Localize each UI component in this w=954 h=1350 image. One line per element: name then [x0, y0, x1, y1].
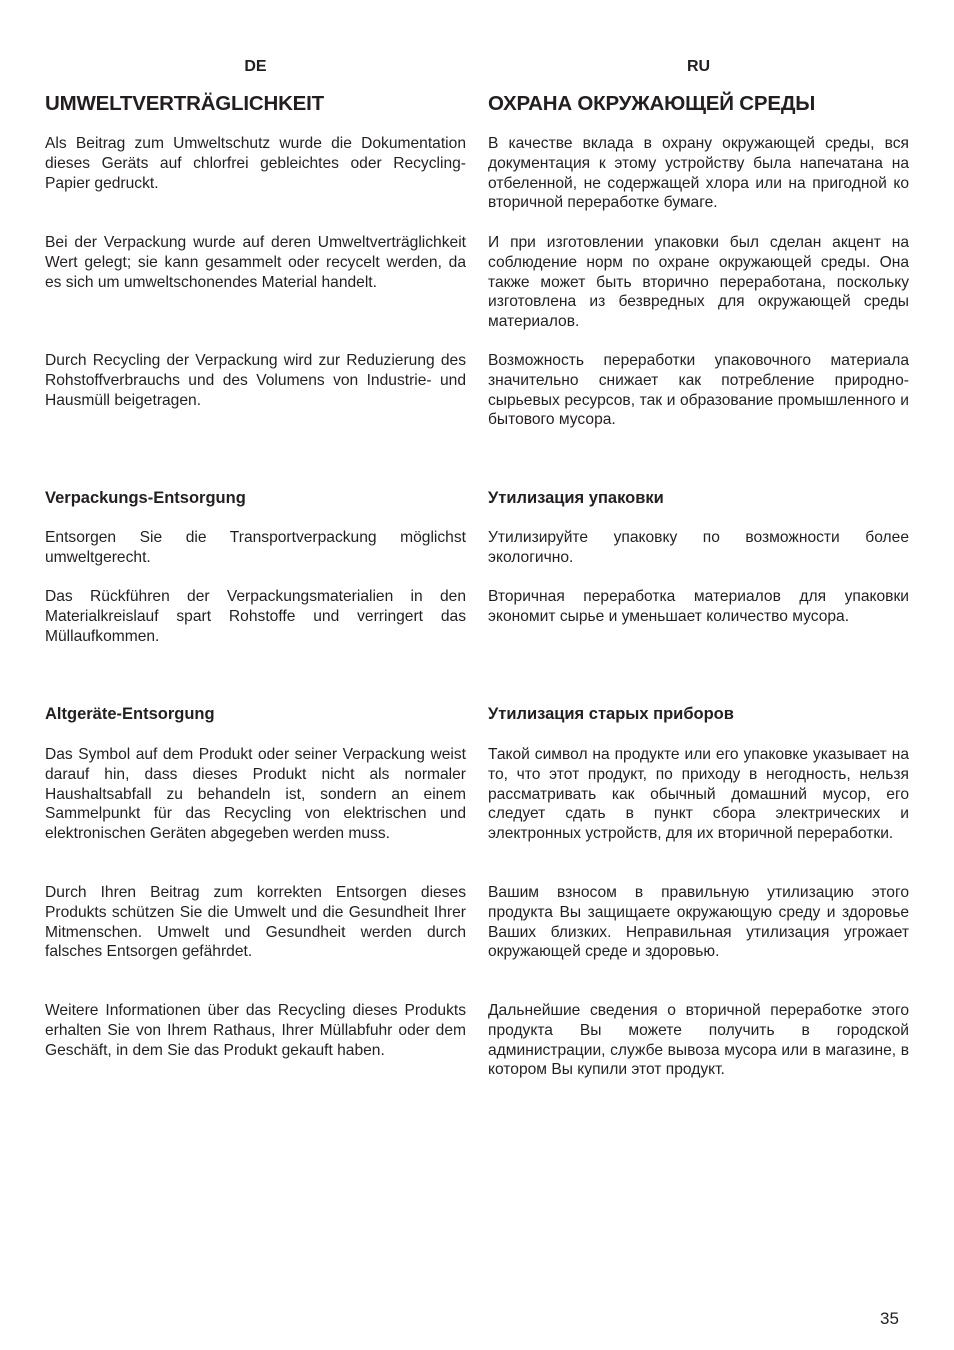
appliances-paragraph: Durch Ihren Beitrag zum korrekten Entsorgen dieses Produkts schützen Sie die Umwelt und die Gesundheit Ihrer Mitmenschen. Umwelt und Gesundheit werden durch falsches Entsorgen gefährdet. — [45, 884, 466, 961]
packaging-paragraph: Das Rückführen der Verpackungsmaterialien in den Materialkreislauf spart Rohstoffe und verringert das Müllaufkommen. — [45, 588, 466, 645]
intro-paragraph: Als Beitrag zum Umweltschutz wurde die Dokumentation dieses Geräts auf chlorfrei gebleichtes oder Recycling-Papier gedruckt. — [45, 135, 466, 192]
appliances-heading: Утилизация старых приборов — [488, 705, 734, 723]
appliances-paragraph: Das Symbol auf dem Produkt oder seiner Verpackung weist darauf hin, dass dieses Produkt nicht als normaler Haushaltsabfall zu behandeln ist, sondern an einem Sammelpunkt für das Recycling von elektrischen und elektronischen Geräten abgegeben werden muss. — [45, 746, 466, 843]
section-title: ОХРАНА ОКРУЖАЮЩЕЙ СРЕДЫ — [488, 92, 816, 115]
language-label: RU — [686, 58, 711, 75]
page-number: 35 — [880, 1309, 899, 1328]
appliances-paragraph: Такой символ на продукте или его упаковке указывает на то, что этот продукт, по приходу в негодность, нельзя рассматривать как обычный домашний мусор, его следует сдать в пункт сбора электрических и электронных устройств, для их вторичной переработки. — [488, 746, 909, 843]
intro-paragraph: Возможность переработки упаковочного материала значительно снижает как потребление природно-сырьевых ресурсов, так и образование промышленного и бытового мусора. — [488, 352, 909, 429]
packaging-paragraph: Вторичная переработка материалов для упаковки экономит сырье и уменьшает количество мусора. — [488, 588, 909, 625]
intro-paragraph: В качестве вклада в охрану окружающей среды, вся документация к этому устройству была напечатана на отбеленной, не содержащей хлора или на пригодной ко вторичной переработке бумаге. — [488, 135, 909, 212]
appliances-paragraph: Вашим взносом в правильную утилизацию этого продукта Вы защищаете окружающую среду и здоровье Ваших близких. Неправильная утилизация угрожает окружающей среде и здоровью. — [488, 884, 909, 961]
packaging-heading: Утилизация упаковки — [488, 489, 664, 507]
section-title: UMWELTVERTRÄGLICHKEIT — [45, 92, 324, 115]
intro-paragraph: Bei der Verpackung wurde auf deren Umweltverträglichkeit Wert gelegt; sie kann gesammelt oder recycelt werden, da es sich um umweltschonendes Material handelt. — [45, 234, 466, 291]
appliances-paragraph: Weitere Informationen über das Recycling dieses Produkts erhalten Sie von Ihrem Rathaus, Ihrer Müllabfuhr oder dem Geschäft, in dem Sie das Produkt gekauft haben. — [45, 1002, 466, 1059]
appliances-heading: Altgeräte-Entsorgung — [45, 705, 215, 723]
intro-paragraph: Durch Recycling der Verpackung wird zur Reduzierung des Rohstoffverbrauchs und des Volumens von Industrie- und Hausmüll beigetragen. — [45, 352, 466, 409]
appliances-paragraph: Дальнейшие сведения о вторичной переработке этого продукта Вы можете получить в городской администрации, службе вывоза мусора или в магазине, в котором Вы купили этот продукт. — [488, 1002, 909, 1079]
language-label: DE — [244, 58, 267, 75]
intro-paragraph: И при изготовлении упаковки был сделан акцент на соблюдение норм по охране окружающей среды. Она также может быть вторично переработана, поскольку изготовлена из безвредных для окружающей среды материалов. — [488, 234, 909, 331]
packaging-paragraph: Утилизируйте упаковку по возможности более экологично. — [488, 529, 909, 566]
packaging-heading: Verpackungs-Entsorgung — [45, 489, 246, 507]
packaging-paragraph: Entsorgen Sie die Transportverpackung möglichst umweltgerecht. — [45, 529, 466, 566]
